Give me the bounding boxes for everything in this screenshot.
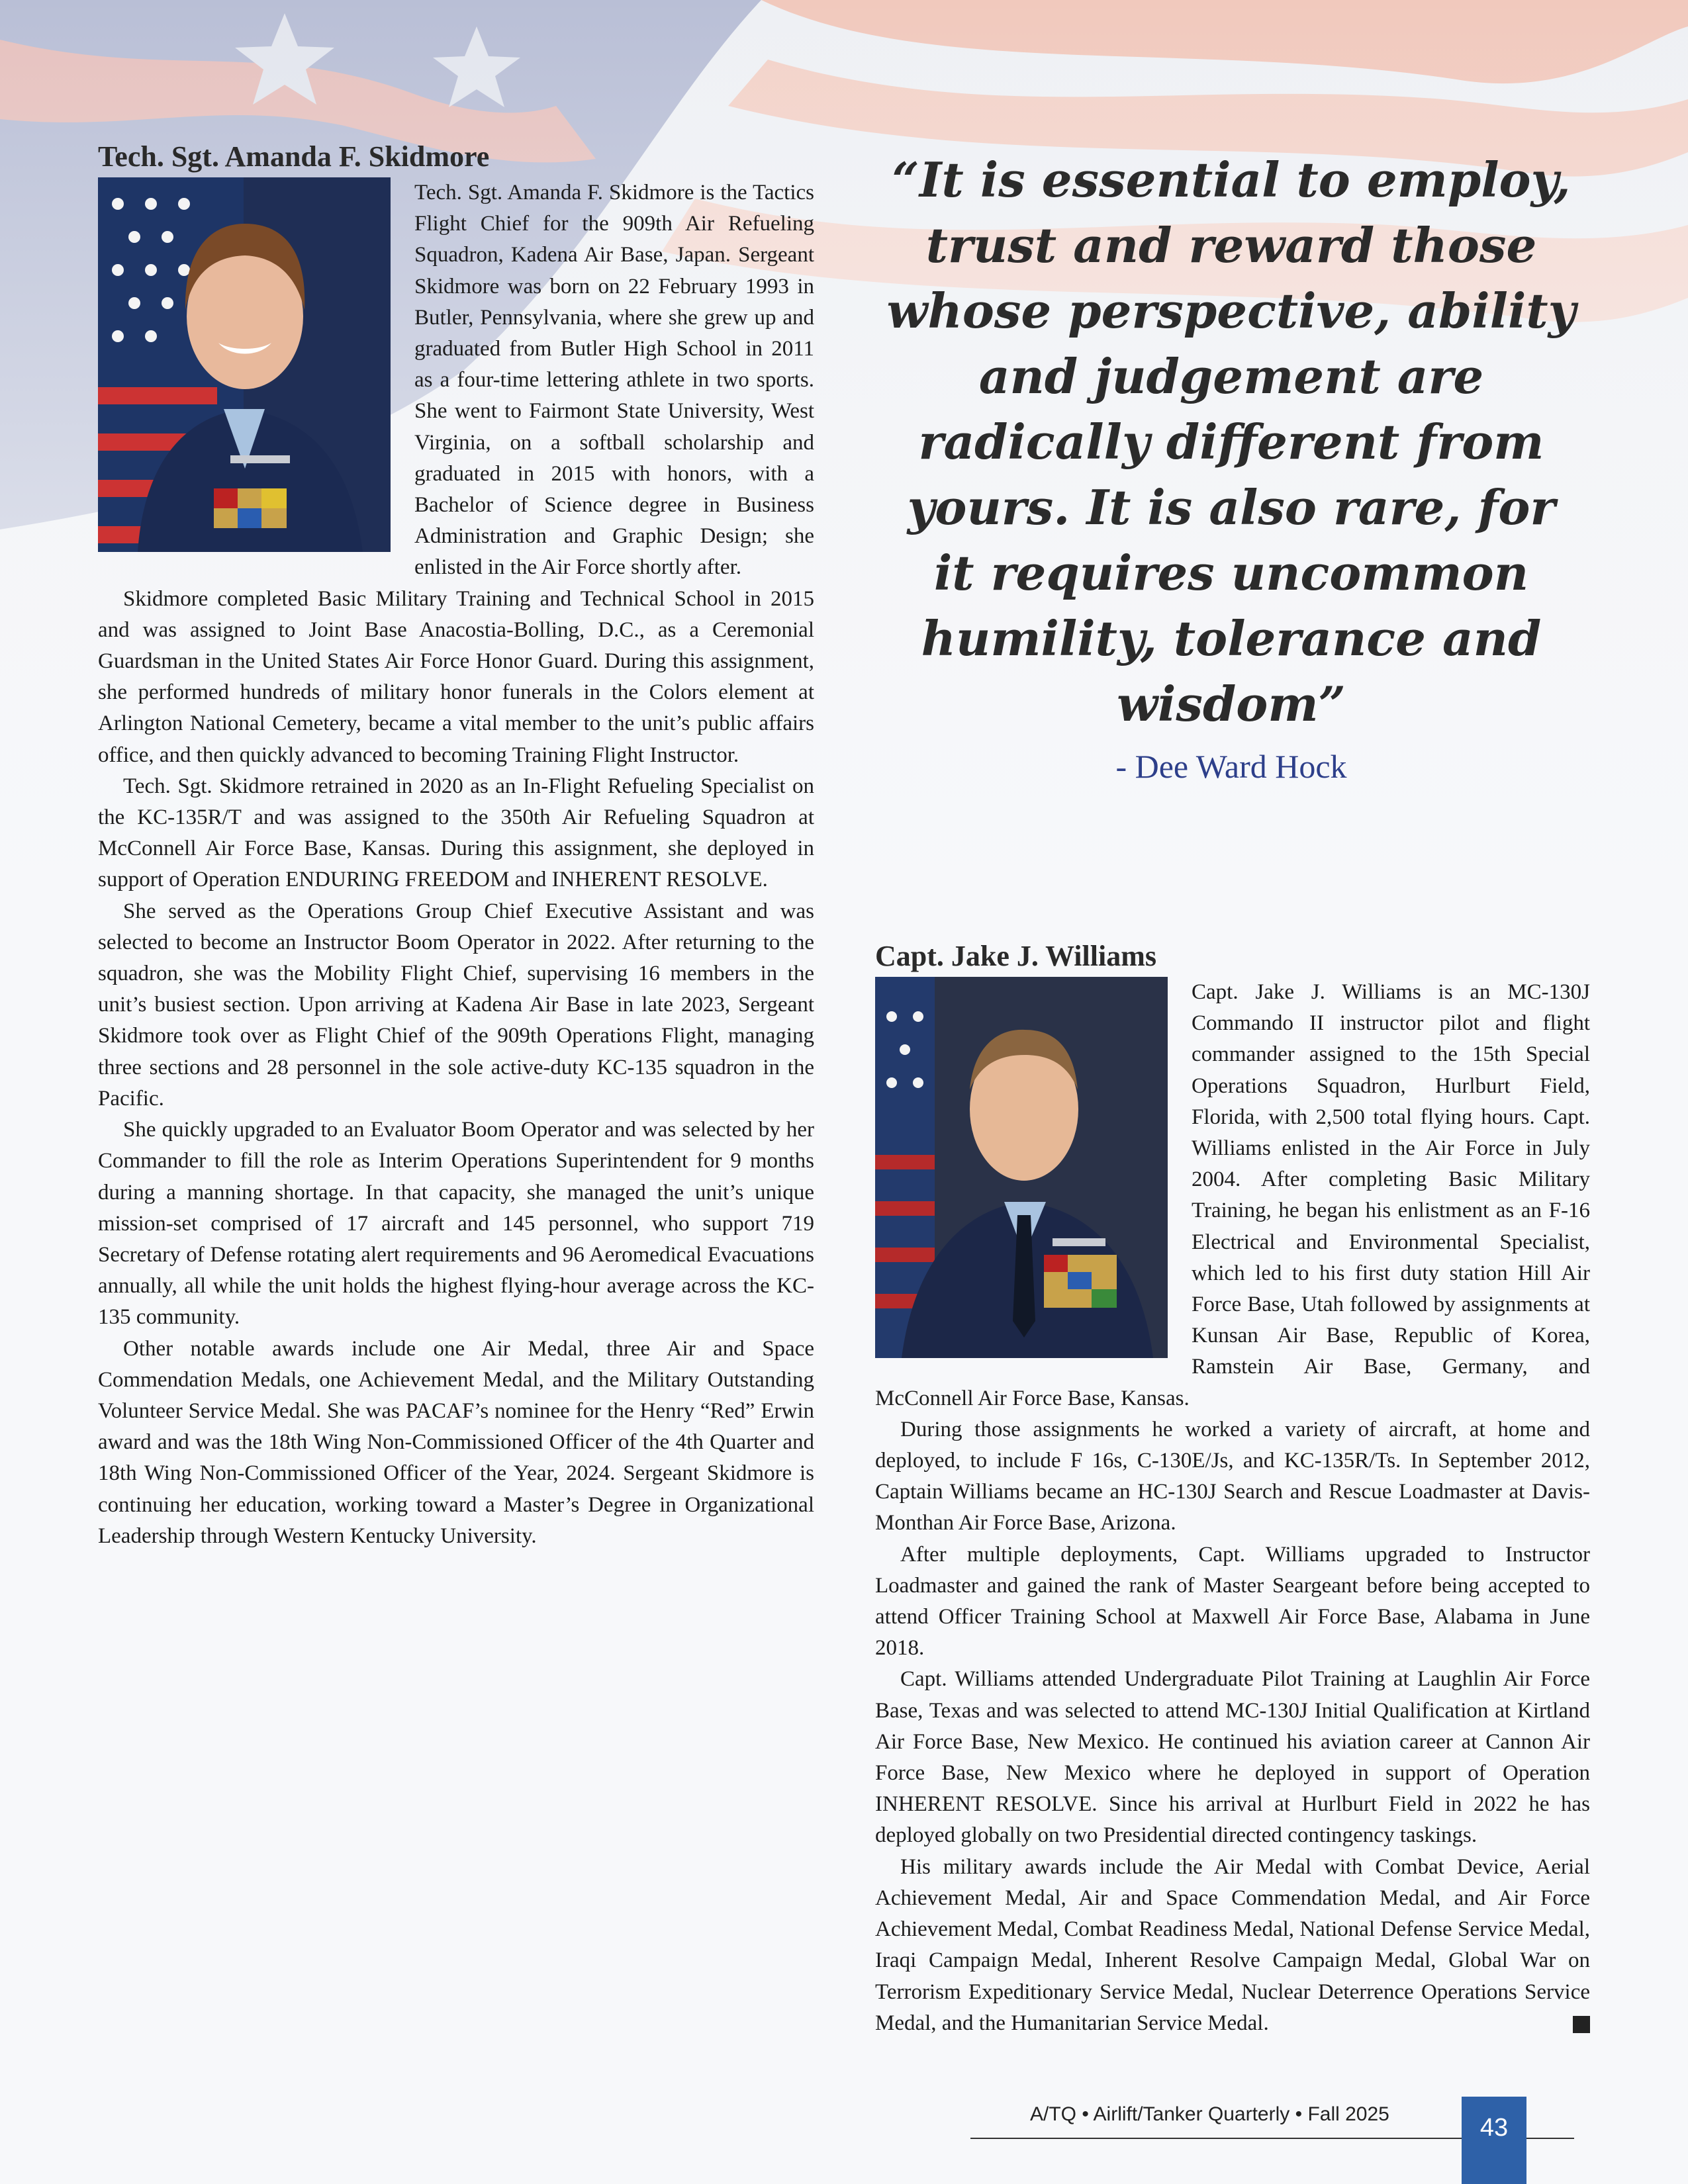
skidmore-paragraph: Tech. Sgt. Skidmore retrained in 2020 as an In-Flight Refueling Specialist on the KC-135R/T and was assigned to the 350th Air Refueling Squadron at McConnell Air Force Base, Kansas. During this assignment, she deployed in support of Operation ENDURING FREEDOM and INHERENT RESOLVE.: [98, 774, 814, 892]
quote-text: “It is essential to employ, trust and reward those whose perspective, ability and judgement are radically different from yours. It is also rare, for it requires uncommon humility, tolerance and wisdom”: [886, 152, 1576, 732]
pull-quote: [880, 147, 1582, 786]
williams-final-text: His military awards include the Air Medal with Combat Device, Aerial Achievement Medal, Air and Space Commendation Medal, and Air Force Achievement Medal, Combat Readiness Medal, National Defense Service Medal, Iraqi Campaign Medal, Inherent Resolve Campaign Medal, Global War on Terrorism Expeditionary Service Medal, Nuclear Deterrence Operations Service Medal, and the Humanitarian Service Medal.: [875, 1854, 1590, 2035]
skidmore-heading: Tech. Sgt. Amanda F. Skidmore: [98, 140, 490, 173]
skidmore-paragraph: Skidmore completed Basic Military Training and Technical School in 2015 and was assigned to Joint Base Anacostia-Bolling, D.C., as a Ceremonial Guardsman in the United States Air Force Honor Guard. During this assignment, she performed hundreds of military honor funerals in the Colors element at Arlington National Cemetery, became a vital member to the unit’s public affairs office, and then quickly advanced to becoming Training Flight Instructor.: [98, 586, 814, 767]
williams-paragraph: Capt. Jake J. Williams is an MC-130J Commando II instructor pilot and flight commander assigned to the 15th Special Operations Squadron, Hurlburt Field, Florida, with 2,500 total flying hours. Capt. Williams enlisted in the Air Force in July 2004. After completing Basic Military Training, he began his enlistment as an F-16 Electrical and Environmental Specialist, which led to his first duty station Hill Air Force Base, Utah followed by assignments at Kunsan Air Base, Republic of Korea, Ramstein Air Base, Germany, and McConnell Air Force Base, Kansas.: [875, 980, 1590, 1410]
williams-paragraph: During those assignments he worked a variety of aircraft, at home and deployed, to include F 16s, C-130E/Js, and KC-135R/Ts. In September 2012, Captain Williams became an HC-130J Search and Rescue Loadmaster at Davis-Monthan Air Force Base, Arizona.: [875, 1417, 1590, 1535]
skidmore-paragraph: She served as the Operations Group Chief Executive Assistant and was selected to become an Instructor Boom Operator in 2022. After returning to the squadron, she was the Mobility Flight Chief, supervising 16 members in the unit’s busiest section. Upon arriving at Kadena Air Base in late 2023, Sergeant Skidmore took over as Flight Chief of the 909th Operations Flight, managing three sections and 28 personnel in the sole active-duty KC-135 squadron in the Pacific.: [98, 899, 814, 1111]
skidmore-paragraph: Tech. Sgt. Amanda F. Skidmore is the Tactics Flight Chief for the 909th Air Refueling Squadron, Kadena Air Base, Japan. Sergeant Skidmore was born on 22 February 1993 in Butler, Pennsylvania, where she grew up and graduated from Butler High School in 2011 as a four-time lettering athlete in two sports. She went to Fairmont State University, West Virginia, on a softball scholarship and graduated in 2015 with honors, with a Bachelor of Science degree in Business Administration and Graphic Design; she enlisted in the Air Force shortly after.: [414, 181, 814, 580]
skidmore-photo: [98, 177, 391, 552]
quote-attribution: - Dee Ward Hock: [1115, 748, 1347, 785]
end-of-article-mark: [1573, 2016, 1590, 2033]
skidmore-article: [98, 139, 814, 1552]
footer-publication: A/TQ • Airlift/Tanker Quarterly • Fall 2025: [1030, 2103, 1389, 2125]
page-number: 43: [1462, 2097, 1526, 2184]
williams-photo: [875, 977, 1168, 1358]
williams-bio: [875, 977, 1590, 2039]
skidmore-paragraph: She quickly upgraded to an Evaluator Boom Operator and was selected by her Commander to fill the role as Interim Operations Superintendent for 9 months during a manning shortage. In that capacity, she managed the unit’s unique mission-set comprised of 17 aircraft and 145 personnel, who support 719 Secretary of Defense rotating alert requirements and 96 Aeromedical Evacuations annually, all while the unit holds the highest flying-hour average across the KC-135 community.: [98, 1118, 814, 1330]
skidmore-paragraph: Other notable awards include one Air Medal, three Air and Space Commendation Medals, one Achievement Medal, and the Military Outstanding Volunteer Service Medal. She was PACAF’s nominee for the Henry “Red” Erwin award and was the 18th Wing Non-Commissioned Officer of the 4th Quarter and 18th Wing Non-Commissioned Officer of the Year, 2024. Sergeant Skidmore is continuing her education, working toward a Master’s Degree in Organizational Leadership through Western Kentucky University.: [98, 1336, 814, 1548]
williams-paragraph: [875, 1852, 1590, 2039]
williams-paragraph: Capt. Williams attended Undergraduate Pilot Training at Laughlin Air Force Base, Texas and was selected to attend MC-130J Initial Qualification at Kirtland Air Force Base, New Mexico. He continued his aviation career at Cannon Air Force Base, New Mexico where he deployed in support of Operation INHERENT RESOLVE. Since his arrival at Hurlburt Field in 2022 he has deployed globally on two Presidential directed contingency taskings.: [875, 1667, 1590, 1848]
williams-heading: Capt. Jake J. Williams: [875, 940, 1156, 972]
williams-paragraph: After multiple deployments, Capt. Williams upgraded to Instructor Loadmaster and gained the rank of Master Seargeant before being accepted to attend Officer Training School at Maxwell Air Force Base, Alabama in June 2018.: [875, 1542, 1590, 1661]
skidmore-bio: [98, 177, 814, 1552]
williams-article: [875, 938, 1590, 2039]
